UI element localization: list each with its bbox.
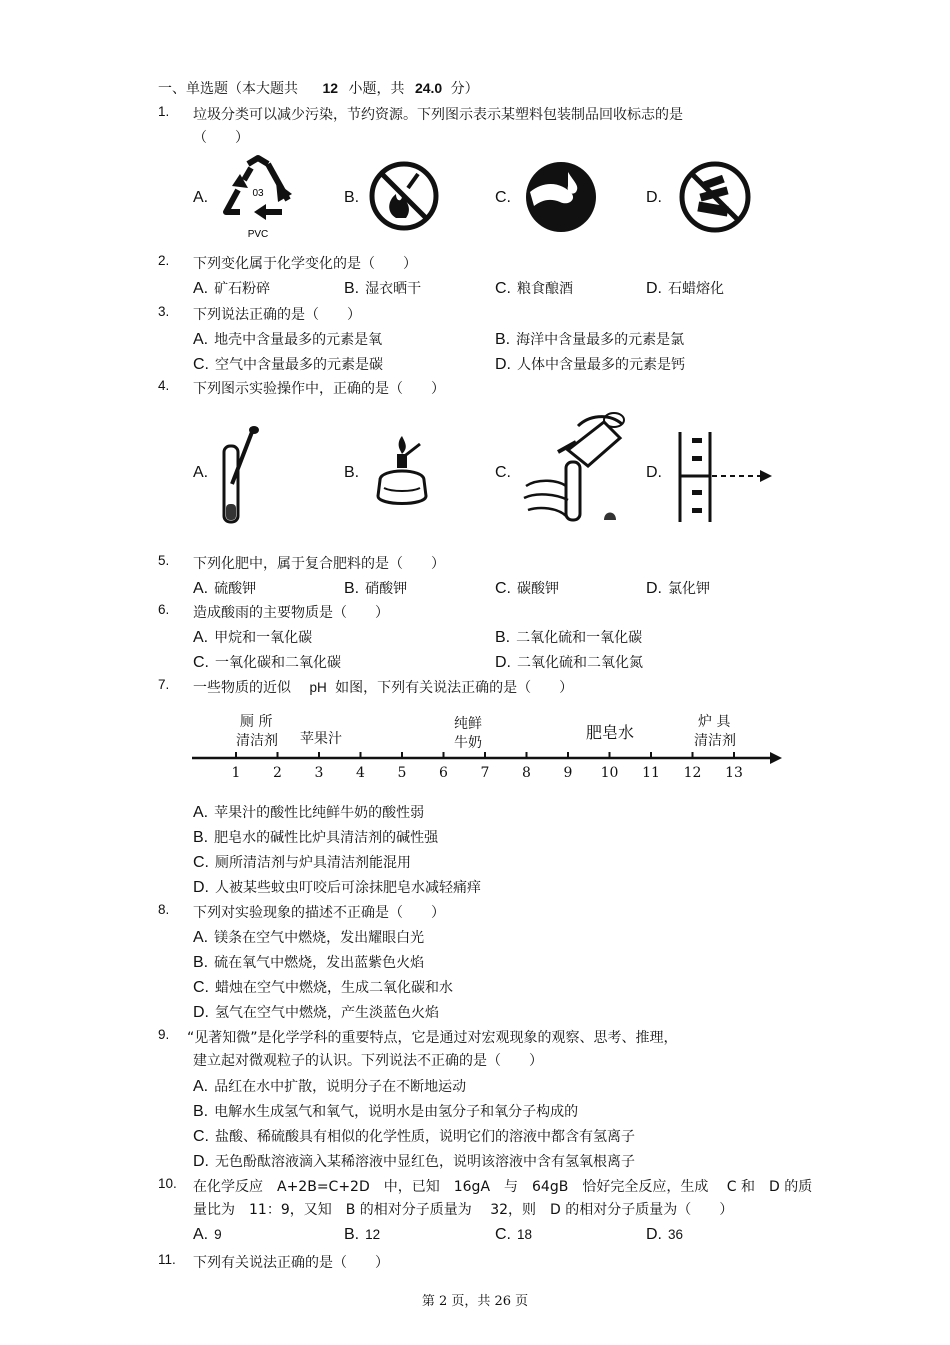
question-number: 11. (158, 1252, 176, 1267)
ph-label-toilet-2: 清洁剂 (236, 733, 278, 749)
question-number: 2. (158, 253, 170, 268)
option-b: B. 电解水生成氢气和氧气，说明水是由氢分子和氧分子构成的 (193, 1103, 579, 1120)
option-d: D. 氯化钾 (646, 580, 710, 597)
no-burning-icon (368, 160, 440, 232)
question-number: 4. (158, 378, 170, 393)
question-number: 8. (158, 902, 170, 917)
question-stem: 下列有关说法正确的是（ ） (193, 1255, 389, 1271)
alcohol-lamp-icon (372, 434, 432, 510)
ph-tick-label: 7 (480, 765, 490, 781)
option-a: A. 地壳中含量最多的元素是氧 (193, 331, 383, 348)
question-number: 10. (158, 1176, 177, 1191)
ph-tick-label: 12 (683, 765, 702, 781)
option-a: A. 镁条在空气中燃烧，发出耀眼白光 (193, 929, 425, 946)
option-label: C. (495, 464, 511, 481)
option-d: D. 石蜡熔化 (646, 280, 724, 297)
option-c: C. 空气中含量最多的元素是碳 (193, 356, 383, 373)
question-number: 7. (158, 677, 170, 692)
option-label: C. (495, 189, 511, 206)
ph-label-milk-2: 牛奶 (454, 735, 482, 751)
option-c: C. 粮食酿酒 (495, 280, 573, 297)
ph-tick-label: 4 (356, 765, 365, 781)
option-label: B. (344, 189, 360, 206)
ph-label-oven-2: 清洁剂 (694, 733, 736, 749)
option-a: A. 矿石粉碎 (193, 280, 271, 297)
option-label: B. (344, 464, 360, 481)
recycle-code: 03 (252, 188, 264, 199)
question-stem: 下列图示实验操作中，正确的是（ ） (193, 381, 445, 397)
question-number: 6. (158, 602, 170, 617)
question-stem-2: 量比为 11：9，又知 B 的相对分子质量为 32，则 D 的相对分子质量为（ ） (193, 1202, 734, 1218)
option-c: C. 一氧化碳和二氧化碳 (193, 654, 341, 671)
ph-tick-label: 6 (439, 765, 448, 781)
ph-label-oven: 炉 具 (698, 714, 731, 730)
ph-label-milk: 纯鲜 (454, 716, 482, 732)
option-c: C. 碳酸钾 (495, 580, 559, 597)
option-d: D. 无色酚酞溶液滴入某稀溶液中显红色，说明该溶液中含有氢氧根离子 (193, 1153, 635, 1170)
question-stem: “见著知微”是化学学科的重要特点，它是通过对宏观现象的观察、思考、推理， (187, 1030, 678, 1046)
option-b: B. 海洋中含量最多的元素是氯 (495, 331, 685, 348)
option-d: D. 36 (646, 1226, 684, 1243)
pouring-liquid-icon (518, 406, 636, 532)
question-stem: 下列说法正确的是（ ） (193, 307, 361, 323)
answer-paren: （ ） (193, 130, 249, 146)
option-c: C. 盐酸、稀硫酸具有相似的化学性质，说明它们的溶液中都含有氢离子 (193, 1128, 635, 1145)
recycle-label: PVC (247, 229, 269, 240)
question-number: 9. (158, 1027, 170, 1042)
question-stem: 在化学反应 A+2B=C+2D 中，已知 16gA 与 64gB 恰好完全反应，生成 C 和 D 的质 (193, 1179, 813, 1195)
option-label: D. (646, 189, 662, 206)
option-c: C. 厕所清洁剂与炉具清洁剂能混用 (193, 854, 411, 871)
option-d: D. 人体中含量最多的元素是钙 (495, 356, 685, 373)
graduated-cylinder-icon (672, 428, 780, 524)
question-stem-2: 建立起对微观粒子的认识。下列说法不正确的是（ ） (193, 1053, 543, 1069)
option-b: B. 12 (344, 1226, 381, 1243)
option-b: B. 二氧化硫和一氧化碳 (495, 629, 643, 646)
ph-tick-label: 13 (725, 765, 743, 781)
option-a: A. 硫酸钾 (193, 580, 257, 597)
option-label: A. (193, 189, 209, 206)
option-c: C. 蜡烛在空气中燃烧，生成二氧化碳和水 (193, 979, 453, 996)
question-stem: 下列变化属于化学变化的是（ ） (193, 256, 417, 272)
option-label: A. (193, 464, 209, 481)
option-a: A. 苹果汁的酸性比纯鲜牛奶的酸性弱 (193, 804, 425, 821)
page-footer: 第 2 页，共 26 页 (421, 1294, 529, 1309)
test-tube-icon (218, 424, 268, 528)
question-stem: 下列化肥中，属于复合肥料的是（ ） (193, 556, 445, 572)
option-b: B. 硫在氧气中燃烧，发出蓝紫色火焰 (193, 954, 425, 971)
option-d: D. 氢气在空气中燃烧，产生淡蓝色火焰 (193, 1004, 439, 1021)
ph-label-apple: 苹果汁 (300, 731, 342, 747)
option-d: D. 人被某些蚊虫叮咬后可涂抹肥皂水减轻痛痒 (193, 879, 481, 896)
question-number: 5. (158, 553, 170, 568)
option-b: B. 肥皂水的碱性比炉具清洁剂的碱性强 (193, 829, 439, 846)
question-stem: 造成酸雨的主要物质是（ ） (193, 605, 389, 621)
ph-label-soap: 肥皂水 (586, 723, 635, 742)
ph-tick-label: 10 (600, 765, 619, 781)
question-stem: 一些物质的近似 pH 如图，下列有关说法正确的是（ ） (193, 680, 574, 696)
option-a: A. 品红在水中扩散，说明分子在不断地运动 (193, 1078, 467, 1095)
question-stem: 下列对实验现象的描述不正确是（ ） (193, 905, 445, 921)
ph-tick-label: 8 (522, 765, 531, 781)
ph-scale-diagram (190, 706, 782, 788)
ph-tick-label: 9 (563, 765, 573, 781)
ph-tick-label: 1 (231, 765, 241, 781)
recycle-icon (218, 152, 298, 242)
option-a: A. 甲烷和一氧化碳 (193, 629, 313, 646)
option-c: C. 18 (495, 1226, 533, 1243)
option-a: A. 9 (193, 1226, 222, 1243)
question-number: 3. (158, 304, 170, 319)
ph-tick-label: 5 (397, 765, 407, 781)
option-d: D. 二氧化硫和二氧化氮 (495, 654, 643, 671)
question-number: 1. (158, 104, 170, 119)
question-stem: 垃圾分类可以减少污染，节约资源。下列图示表示某塑料包装制品回收标志的是 (193, 107, 683, 123)
ph-tick-label: 2 (273, 765, 282, 781)
ph-tick-label: 11 (642, 765, 660, 781)
option-label: D. (646, 464, 662, 481)
section-header: 一、单选题（本大题共 12 小题，共 24.0 分） (158, 80, 479, 97)
ph-label-toilet: 厕 所 (240, 714, 273, 730)
ph-tick-label: 3 (314, 765, 324, 781)
no-littering-icon (678, 160, 752, 234)
option-b: B. 硝酸钾 (344, 580, 408, 597)
water-saving-icon (524, 160, 598, 234)
option-b: B. 湿衣晒干 (344, 280, 422, 297)
